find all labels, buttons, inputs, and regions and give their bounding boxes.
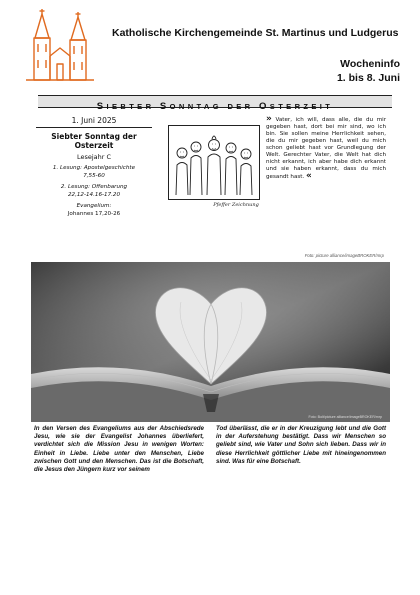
reading1-label: 1. Lesung: Apostelgeschichte [52, 165, 136, 171]
illustration-signature: Pfeffer Zeichnung [213, 202, 259, 207]
week-info-title: Wocheninfo [340, 58, 400, 70]
quote-open-mark: » [266, 114, 272, 124]
banner-title [97, 102, 334, 111]
week-info-range: 1. bis 8. Juni [336, 72, 400, 84]
liturgy-date: 1. Juni 2025 [36, 116, 152, 128]
quote-text: Vater, ich will, dass alle, die du mir gegeben hast, dort bei mir sind, wo ich bin. Sie sollen meine Herrlichkeit sehen, die du mir gegeben hast, weil du mich schon geliebt hast vor Grundlegung der Welt. Gerechter Vater, die Welt hat dich nicht erkannt, ich aber habe dich erkannt und sie haben erkannt, dass du mich gesandt hast. [266, 117, 386, 180]
group-illustration-icon [168, 125, 260, 207]
banner-word: SONNTAG [159, 101, 222, 112]
reading2-ref: 22,12-14.16-17.20 [67, 191, 121, 198]
reading2-label: 2. Lesung: Offenbarung [60, 184, 128, 190]
gospel-quote [266, 116, 386, 181]
photo-credit: Foto: picture alliance/imageBROKER/mrp [304, 253, 384, 258]
sunday-banner [38, 95, 392, 112]
banner-word: OSTERZEIT [259, 101, 334, 112]
liturgy-year: Lesejahr C [76, 153, 112, 161]
gospel-label: Evangelium: [76, 203, 112, 209]
parish-title: Katholische Kirchengemeinde St. Martinus und Ludgerus [112, 27, 399, 39]
photo-caption-left: In den Versen des Evangeliums aus der Abschiedsrede Jesu, wie sie der Evangelist Johannes überliefert, verdichtet sich die Mission Jesu in wenigen Worten: Einheit in Liebe. Liebe unter den Menschen, Liebe zwischen Gott und den Menschen. Das ist die Botschaft, die Jesus den Jüngern kurz vor seinem [34, 425, 204, 474]
photo-caption-right: Tod überlässt, die er in der Kreuzigung lebt und die Gott in der Auferstehung bestätigt. Dass wir Menschen so geliebt sind, wie Vater und Sohn sich lieben. Dass wir in diese Herrlichkeit göttlicher Liebe mit hineingenommen sind. Was für eine Botschaft. [216, 425, 386, 465]
liturgy-box [36, 116, 152, 218]
quote-close-mark: « [306, 171, 312, 181]
liturgy-sunday-line: Osterzeit [74, 141, 114, 150]
reading1-ref: 7,55-60 [83, 172, 105, 179]
banner-word: SIEBTER [96, 101, 155, 112]
liturgy-sunday [36, 132, 152, 150]
week-info [337, 57, 400, 85]
liturgy-sunday-line: Siebter Sonntag der [51, 132, 137, 141]
heart-book-photo [31, 262, 390, 422]
photo-credit-inner: Foto: Bolt/picture alliance/imageBROKER/mrp [308, 415, 382, 419]
banner-word: DER [227, 102, 254, 111]
gospel-ref: Johannes 17,20-26 [67, 210, 121, 217]
heart-book-image-icon [31, 262, 390, 422]
parish-logo-icon [24, 6, 96, 82]
